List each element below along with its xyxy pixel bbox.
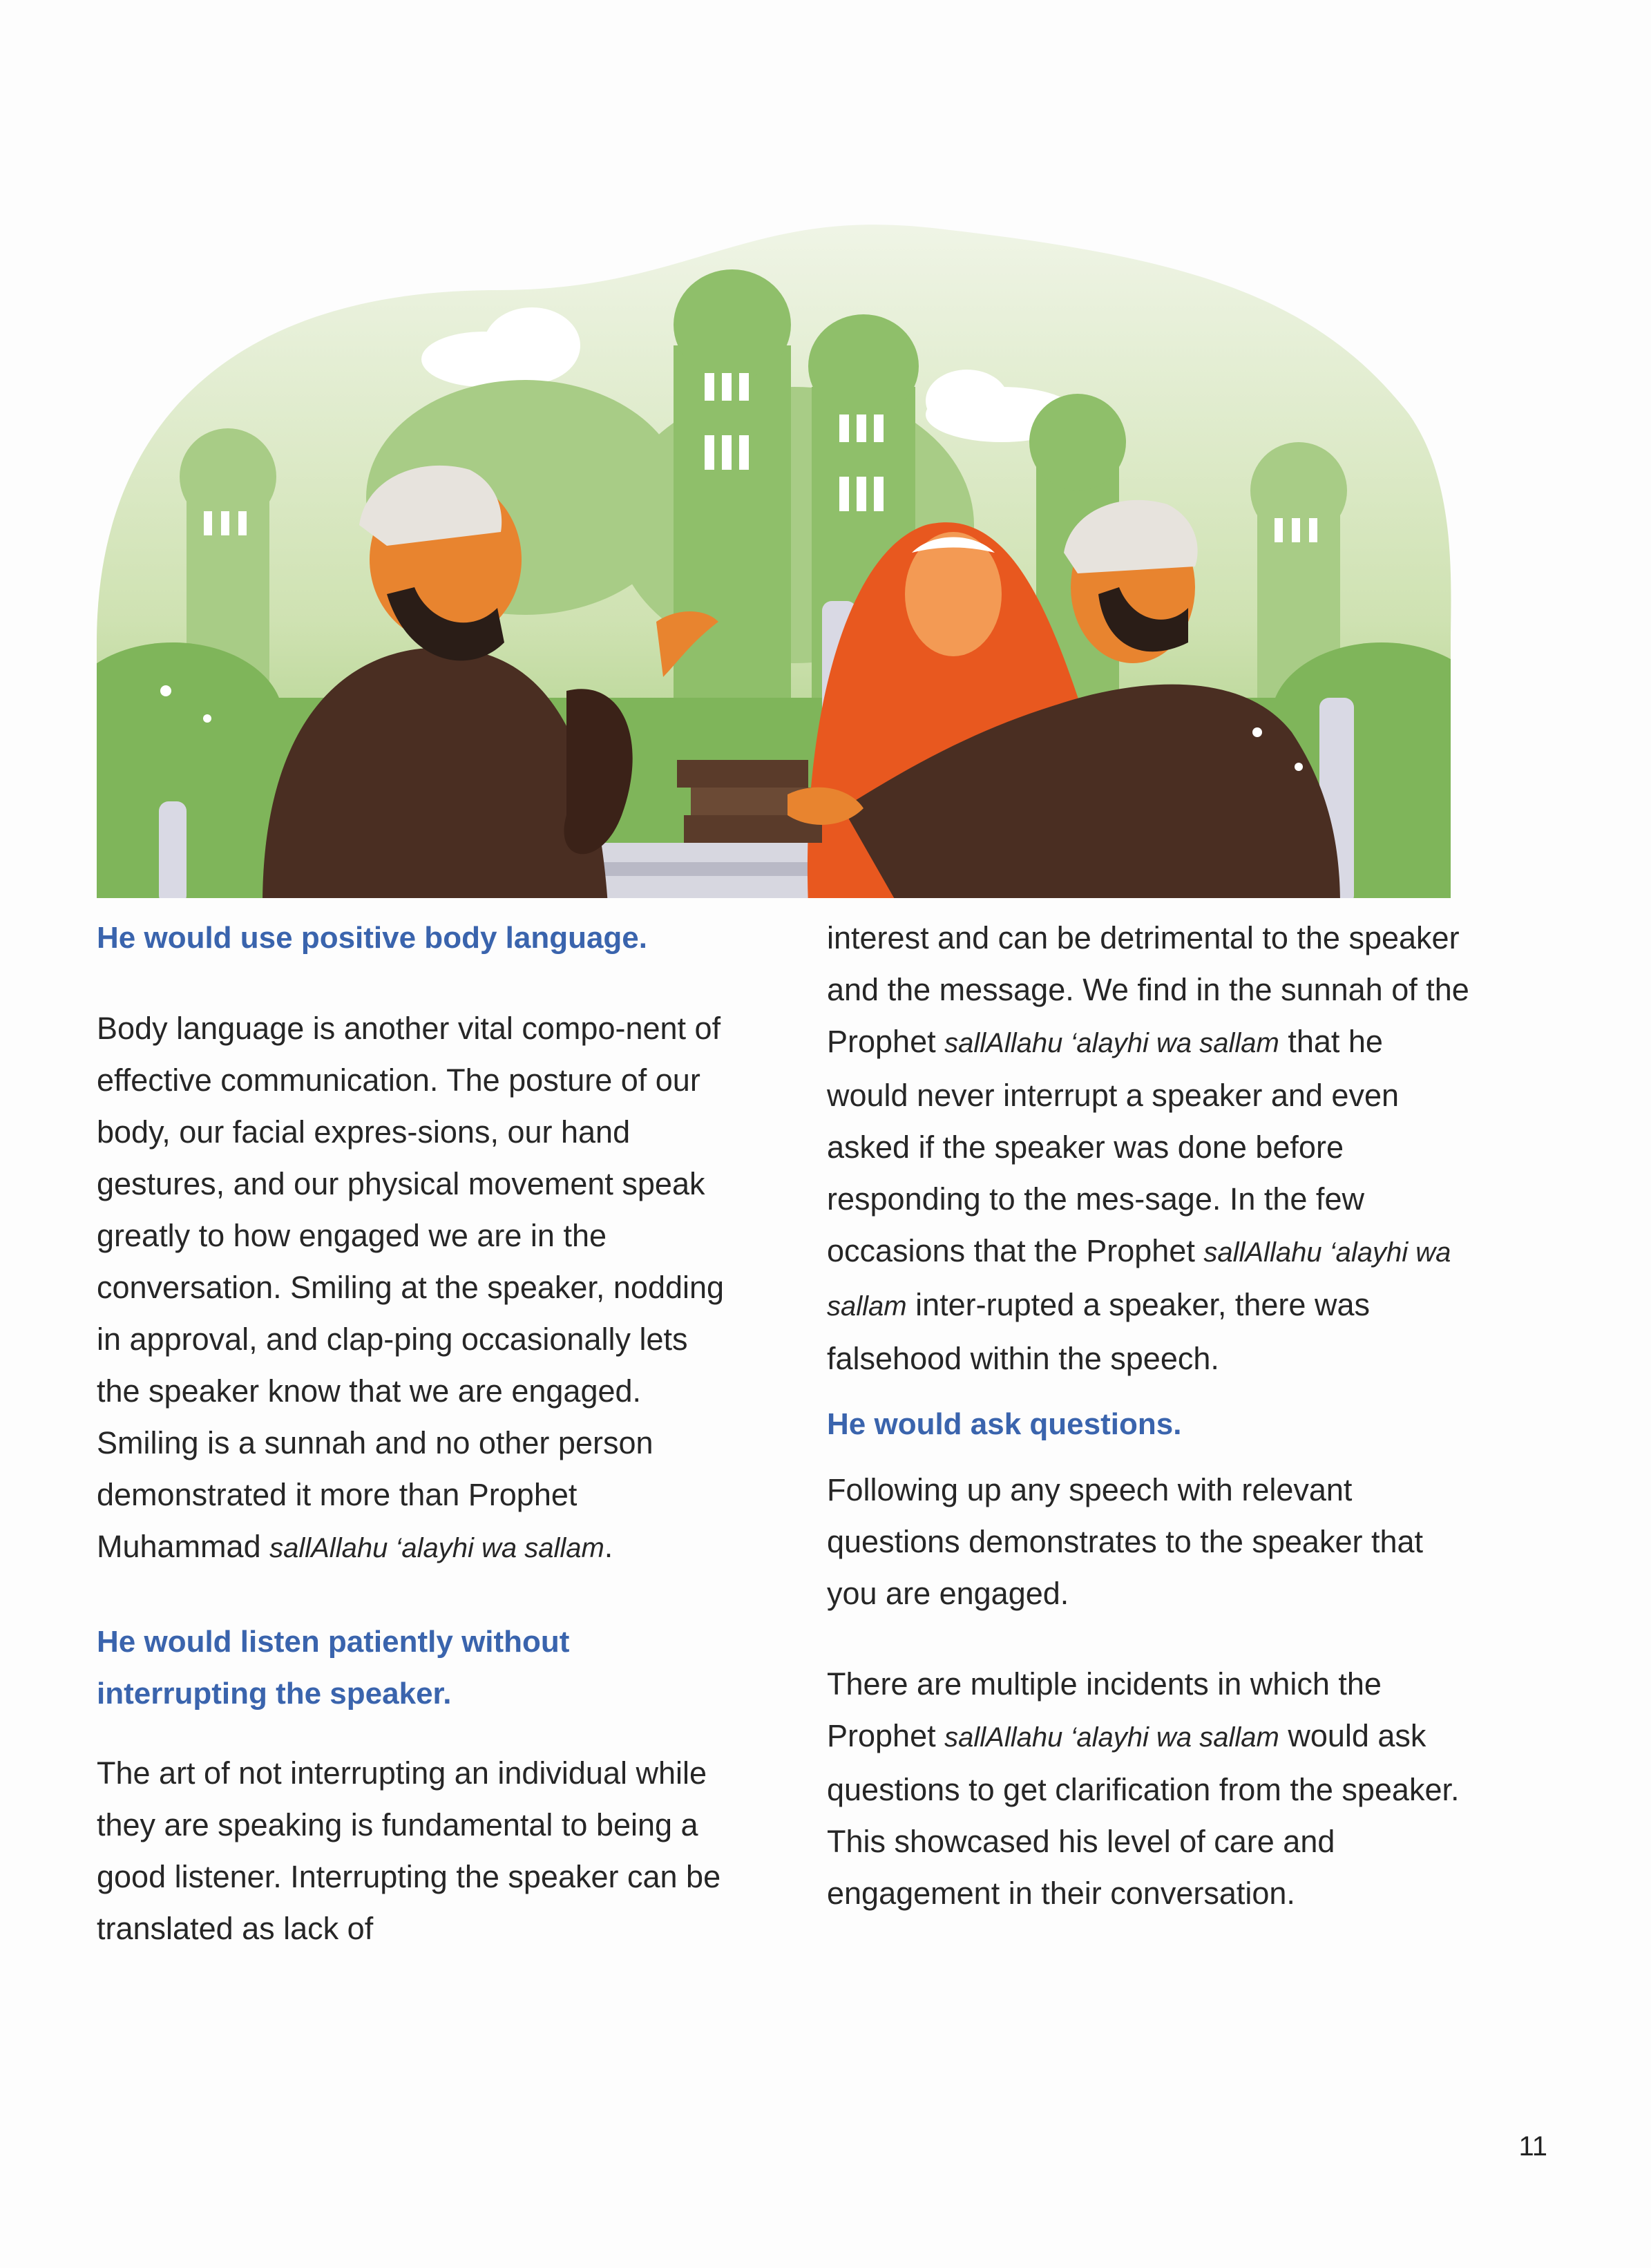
illustration (0, 0, 1651, 905)
paragraph-body-language (97, 1002, 739, 1574)
left-column (97, 912, 739, 1954)
paragraph-text: interest and can be detrimental to the speaker and the message. We find in the sunnah of the Prophet (827, 920, 1469, 1059)
paragraph-not-interrupting: The art of not interrupting an individual while they are speaking is fundamental to being a good listener. Interrupting the speaker can be translated as lack of (97, 1755, 721, 1946)
conversation-illustration (0, 0, 1651, 905)
paragraph-text: Body language is another vital compo-nent of effective communication. The posture of our body, our facial expres-sions, our hand gestures, and our physical movement speak greatly to how engaged we are in the conversation. Smiling at the speaker, nodding in approval, and clap-ping occasionally lets the speaker know that we are engaged. Smiling is a sunnah and no other person demonstrated it more than Prophet Muhammad (97, 1011, 725, 1564)
right-column (827, 912, 1469, 1919)
page-number: 11 (1518, 2131, 1547, 2162)
paragraph-questions: Following up any speech with relevant questions demonstrates to the speaker that you are engaged. (827, 1472, 1424, 1611)
paragraph-text: There are multiple incidents in which the Prophet (827, 1666, 1382, 1753)
paragraph-clarification (827, 1658, 1469, 1919)
honorific-text: sallAllahu ‘alayhi wa sallam (944, 1028, 1279, 1058)
heading-ask-questions: He would ask questions. (827, 1407, 1182, 1441)
paragraph-text: inter-rupted a speaker, there was falsehood within the speech. (827, 1287, 1370, 1376)
heading-positive-body-language: He would use positive body language. (97, 921, 648, 955)
honorific-text: sallAllahu ‘alayhi wa sallam (944, 1722, 1279, 1753)
honorific-text: sallAllahu ‘alayhi wa sallam (269, 1533, 604, 1563)
paragraph-text: that he would never interrupt a speaker and even asked if the speaker was done before responding to the mes-sage. In the few occasions that the Prophet (827, 1024, 1400, 1268)
paragraph-end: . (604, 1529, 613, 1564)
heading-listen-patiently: He would listen patiently without interrupting the speaker. (97, 1625, 570, 1710)
paragraph-interruption-continued (827, 912, 1469, 1384)
honorific-text: sallAllahu ‘alayhi wa sallam (827, 1237, 1451, 1322)
paragraph-text: would ask questions to get clarification from the speaker. This showcased his level of care and engagement in their conversation. (827, 1718, 1460, 1911)
